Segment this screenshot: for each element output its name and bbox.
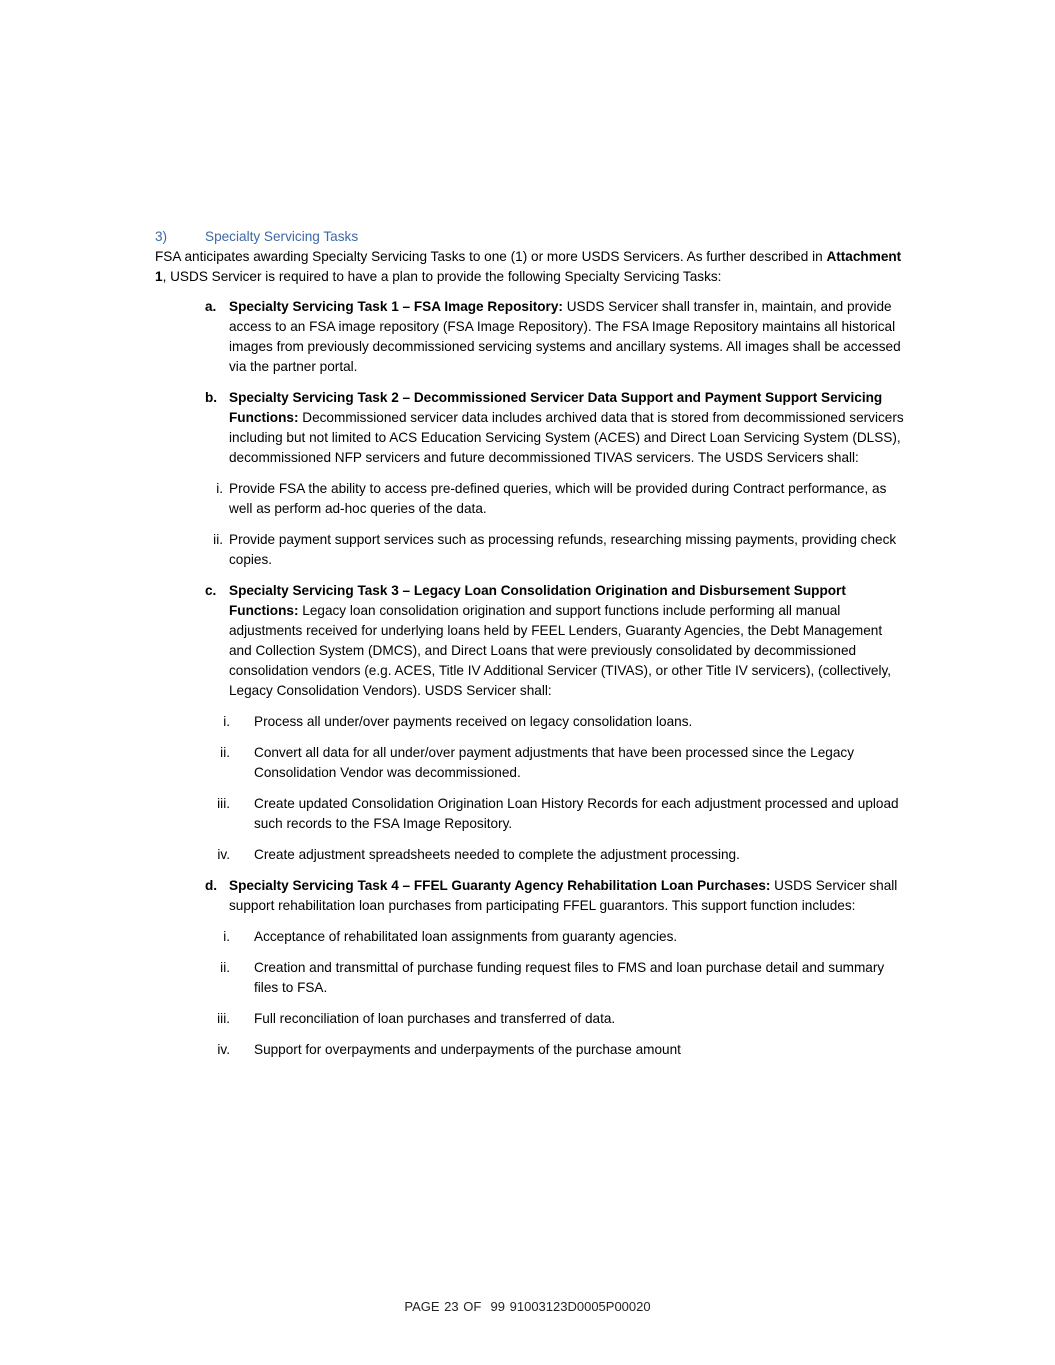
intro-text-end: , USDS Servicer is required to have a plan to provide the following Specialty Servicing Tasks: (162, 269, 722, 284)
list-marker: iv. (217, 1042, 230, 1057)
list-text: Provide payment support services such as processing refunds, researching missing payments, providing check copies. (229, 532, 897, 567)
list-item (155, 530, 905, 570)
list-text: Support for overpayments and underpayments of the purchase amount (254, 1042, 681, 1057)
list-item (155, 845, 905, 865)
list-marker: ii. (213, 532, 223, 547)
list-text: Creation and transmittal of purchase funding request files to FMS and loan purchase detail and summary files to FSA. (254, 960, 885, 995)
task-letter: c. (205, 583, 217, 598)
list-marker: i. (216, 481, 223, 496)
task-body: Legacy loan consolidation origination and support functions include performing all manual adjustments received for underlying loans held by FEEL Lenders, Guaranty Agencies, the Debt Management and Collection System (DMCS), and Direct Loans that were previously consolidated by decommissioned consolidation vendors (e.g. ACES, Title IV Additional Servicer (TIVAS), or other Title IV servicers), (collectively, Legacy Consolidation Vendors). USDS Servicer shall: (229, 603, 892, 698)
list-marker: iii. (217, 796, 230, 811)
intro-text: FSA anticipates awarding Specialty Servicing Tasks to one (1) or more USDS Servicers. As further described in (155, 249, 827, 264)
document-id: 91003123D0005P00020 (509, 1299, 651, 1314)
page-number: PAGE 23 OF 99 (404, 1299, 505, 1314)
list-text: Convert all data for all under/over payment adjustments that have been processed since the Legacy Consolidation Vendor was decommissioned. (254, 745, 854, 780)
task-title: Specialty Servicing Task 2 – Decommissioned Servicer Data Support and Payment Support Servicing Functions: (229, 390, 883, 425)
list-item (155, 794, 905, 834)
list-item (155, 712, 905, 732)
list-text: Create updated Consolidation Origination Loan History Records for each adjustment processed and upload such records to the FSA Image Repository. (254, 796, 899, 831)
section-number: 3) (155, 229, 168, 244)
list-marker: ii. (220, 960, 230, 975)
list-text: Full reconciliation of loan purchases and transferred of data. (254, 1011, 616, 1026)
list-marker: ii. (220, 745, 230, 760)
list-text: Provide FSA the ability to access pre-defined queries, which will be provided during Contract performance, as well as perform ad-hoc queries of the data. (229, 481, 887, 516)
section-title: Specialty Servicing Tasks (205, 229, 359, 244)
page-footer (0, 1299, 1055, 1314)
task-item (155, 388, 905, 468)
list-marker: i. (223, 929, 230, 944)
task-item (155, 297, 905, 377)
document-body (155, 228, 905, 1071)
list-item (155, 479, 905, 519)
list-item (155, 1040, 905, 1060)
list-text: Create adjustment spreadsheets needed to complete the adjustment processing. (254, 847, 740, 862)
task-body: USDS Servicer shall transfer in, maintain, and provide access to an FSA image repository (FSA Image Repository). The FSA Image Repository maintains all historical images from previously decommissioned servicing systems and ancillary systems. All images shall be accessed via the partner portal. (229, 299, 901, 374)
list-marker: iii. (217, 1011, 230, 1026)
list-item (155, 958, 905, 998)
task-letter: a. (205, 299, 217, 314)
task-letter: d. (205, 878, 218, 893)
list-marker: i. (223, 714, 230, 729)
task-title: Specialty Servicing Task 3 – Legacy Loan Consolidation Origination and Disbursement Support Functions: (229, 583, 846, 618)
task-item (155, 581, 905, 701)
task-title: Specialty Servicing Task 1 – FSA Image Repository: (229, 299, 563, 314)
task-title: Specialty Servicing Task 4 – FFEL Guaranty Agency Rehabilitation Loan Purchases: (229, 878, 771, 893)
section-heading (155, 228, 905, 246)
task-item (155, 876, 905, 916)
task-body: USDS Servicer shall support rehabilitation loan purchases from participating FFEL guarantors. This support function includes: (229, 878, 898, 913)
list-marker: iv. (217, 847, 230, 862)
intro-bold: Attachment 1 (155, 249, 902, 284)
list-text: Process all under/over payments received on legacy consolidation loans. (254, 714, 693, 729)
task-letter: b. (205, 390, 218, 405)
intro-paragraph (155, 247, 905, 287)
list-item (155, 1009, 905, 1029)
task-body: Decommissioned servicer data includes archived data that is stored from decommissioned servicers including but not limited to ACS Education Servicing System (ACES) and Direct Loan Servicing System (DLSS), decommissioned NFP servicers and future decommissioned TIVAS servicers. The USDS Servicers shall: (229, 410, 904, 465)
list-item (155, 927, 905, 947)
list-text: Acceptance of rehabilitated loan assignments from guaranty agencies. (254, 929, 678, 944)
list-item (155, 743, 905, 783)
